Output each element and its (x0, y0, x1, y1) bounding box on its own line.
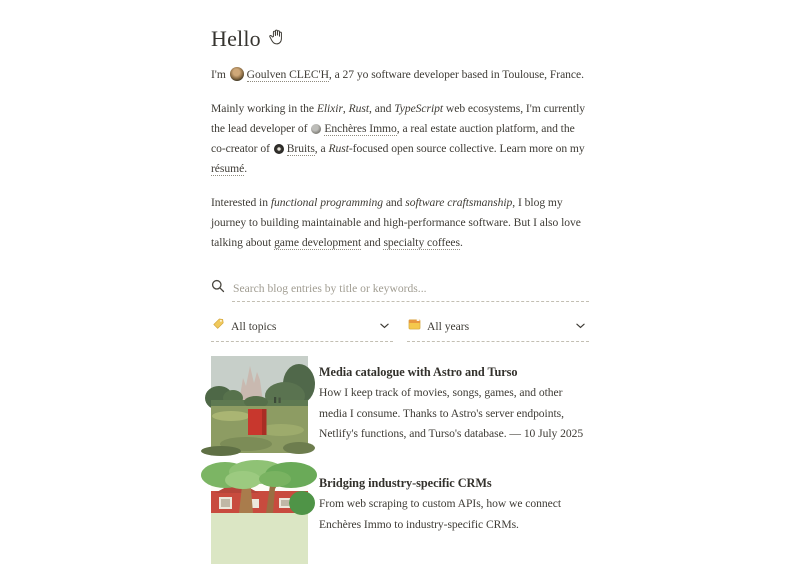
search-icon (211, 279, 225, 302)
search-bar (211, 279, 589, 302)
text: , (342, 102, 349, 115)
game-development-link[interactable]: game development (274, 236, 362, 249)
text: , I blog my journey to building maintainable and high-performance software. But I also love talking about (211, 196, 581, 249)
waving-hand-icon (268, 26, 286, 51)
bruits-favicon (274, 144, 284, 154)
page-title (211, 26, 589, 51)
text: Interested in (211, 196, 271, 209)
encheres-immo-link[interactable]: Enchères Immo (324, 122, 397, 135)
years-select-value: All years (427, 319, 470, 333)
text: . (459, 236, 463, 249)
emphasis-rust: Rust (348, 102, 370, 115)
post-date (507, 427, 584, 440)
emphasis-elixir: Elixir (316, 102, 343, 115)
text: , and (369, 102, 395, 115)
author-link[interactable]: Goulven CLEC'H (246, 68, 329, 81)
topics-select[interactable] (211, 315, 393, 342)
text: -focused open source collective. Learn more on my (348, 142, 585, 155)
post-item-bridging-crms (211, 467, 589, 564)
resume-link[interactable]: résumé (211, 162, 245, 175)
text: web ecosystems, I'm currently the lead developer of (211, 102, 585, 135)
chevron-down-icon (380, 323, 389, 329)
emphasis-functional-programming: functional programming (270, 196, 383, 209)
text: From web scraping to custom APIs, how we connect Enchères Immo to industry-specific CRMs. (319, 497, 561, 531)
text: and (382, 196, 406, 209)
post-list (211, 356, 589, 564)
intro-paragraph-2 (211, 99, 589, 179)
filters (211, 315, 589, 342)
main-column (211, 0, 589, 564)
emphasis-software-craftsmanship: software craftsmanship (405, 196, 513, 209)
specialty-coffees-link[interactable]: specialty coffees (383, 236, 460, 249)
post-thumbnail[interactable] (211, 356, 308, 453)
text: , a (314, 142, 329, 155)
text: Mainly working in the (211, 102, 317, 115)
text: I'm (211, 68, 229, 81)
text: , a real estate auction platform, and the co-creator of (211, 122, 575, 155)
text: , a 27 yo software developer based in Toulouse, France. (328, 68, 584, 81)
date-value: 10 July 2025 (523, 427, 584, 440)
post-summary (319, 467, 589, 564)
post-thumbnail[interactable] (211, 467, 308, 564)
encheres-immo-favicon (311, 124, 321, 134)
intro-paragraph-1 (211, 65, 589, 85)
text: and (361, 236, 384, 249)
post-summary (319, 356, 589, 453)
years-select[interactable] (407, 315, 589, 342)
topics-select-value: All topics (231, 319, 277, 333)
post-title-link[interactable]: Bridging industry-specific CRMs (319, 476, 492, 490)
post-title-link[interactable]: Media catalogue with Astro and Turso (319, 365, 518, 379)
calendar-icon (408, 317, 421, 335)
emphasis-rust-2: Rust (328, 142, 349, 155)
emphasis-typescript: TypeScript (394, 102, 444, 115)
hello-heading: Hello (211, 26, 261, 51)
post-item-media-catalogue (211, 356, 589, 453)
post-description (319, 494, 589, 535)
intro-paragraph-3 (211, 193, 589, 253)
text: How I keep track of movies, songs, games, and other media I consume. Thanks to Astro's server endpoints, Netlify's functions, and Turso's database. (319, 386, 564, 440)
bruits-link[interactable]: Bruits (286, 142, 315, 155)
tag-icon (212, 317, 225, 335)
text: . (244, 162, 248, 175)
date-separator: — (506, 427, 524, 440)
post-description (319, 383, 589, 445)
avatar (230, 67, 244, 81)
chevron-down-icon (576, 323, 585, 329)
search-input[interactable] (232, 280, 589, 302)
